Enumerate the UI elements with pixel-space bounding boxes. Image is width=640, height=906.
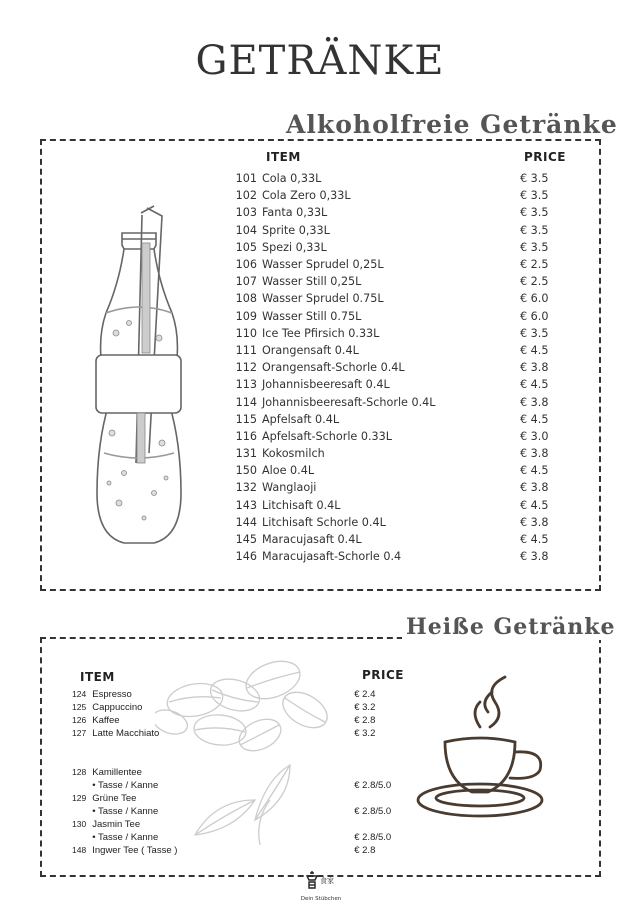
list-item <box>232 170 572 187</box>
item-num: 101 <box>235 172 257 186</box>
list-item <box>232 462 572 479</box>
item-name: Kamillentee <box>92 767 142 778</box>
item-num: 150 <box>235 464 257 478</box>
item-num: 126 <box>72 715 87 725</box>
item-name: Litchisaft 0.4L <box>262 498 341 512</box>
item-name: Cola 0,33L <box>262 172 322 186</box>
list-item <box>72 728 412 741</box>
item-name: Wasser Sprudel 0.75L <box>262 292 384 306</box>
item-price: € 2.4 <box>354 689 376 700</box>
item-name: Orangensaft-Schorle 0.4L <box>262 361 405 375</box>
item-name: Espresso <box>92 689 132 700</box>
item-name: Wasser Still 0.75L <box>262 309 362 323</box>
list-item <box>232 187 572 204</box>
item-price: € 3.5 <box>520 223 549 237</box>
item-price: € 3.5 <box>520 206 549 220</box>
item-name: • Tasse / Kanne <box>92 832 159 843</box>
item-num: 132 <box>235 481 257 495</box>
list-item <box>232 376 572 393</box>
item-price: € 3.5 <box>520 240 549 254</box>
list-item <box>72 780 412 793</box>
hot-item-header: ITEM <box>80 670 115 684</box>
item-name: Wasser Sprudel 0,25L <box>262 258 384 272</box>
item-name: Wasser Still 0,25L <box>262 275 362 289</box>
item-num: 127 <box>72 728 87 738</box>
list-item <box>232 411 572 428</box>
item-num: 116 <box>235 429 257 443</box>
item-price: € 2.5 <box>520 275 549 289</box>
hot-drinks-list <box>72 689 412 858</box>
item-name: Johannisbeeresaft-Schorle 0.4L <box>262 395 436 409</box>
item-price: € 3.8 <box>520 550 549 564</box>
list-item <box>232 359 572 376</box>
item-name: Grüne Tee <box>92 793 137 804</box>
item-name: Fanta 0,33L <box>262 206 328 220</box>
item-name: Jasmin Tee <box>92 819 141 830</box>
item-num: 102 <box>235 189 257 203</box>
item-num: 129 <box>72 793 87 803</box>
list-item <box>72 715 412 728</box>
item-num: 105 <box>235 240 257 254</box>
item-price: € 2.8/5.0 <box>354 832 392 843</box>
item-price: € 4.5 <box>520 533 549 547</box>
cold-item-header: ITEM <box>266 150 301 164</box>
item-name: Spezi 0,33L <box>262 240 327 254</box>
item-name: Latte Macchiato <box>92 728 160 739</box>
list-item <box>232 222 572 239</box>
list-item <box>232 548 572 565</box>
item-name: Aloe 0.4L <box>262 464 315 478</box>
steaming-coffee-cup-icon <box>410 672 570 832</box>
item-price: € 3.8 <box>520 361 549 375</box>
list-item <box>232 393 572 410</box>
item-num: 144 <box>235 515 257 529</box>
cold-price-header: PRICE <box>524 150 567 164</box>
item-num: 112 <box>235 361 257 375</box>
item-price: € 3.0 <box>520 429 549 443</box>
item-name: Maracujasaft-Schorle 0.4 <box>262 550 402 564</box>
list-item <box>72 767 412 780</box>
item-num: 128 <box>72 767 87 777</box>
item-price: € 4.5 <box>520 412 549 426</box>
list-item <box>72 806 412 819</box>
item-name: Orangensaft 0.4L <box>262 343 359 357</box>
item-num: 107 <box>235 275 257 289</box>
item-num: 115 <box>235 412 257 426</box>
list-item <box>232 273 572 290</box>
item-price: € 3.5 <box>520 189 549 203</box>
item-price: € 6.0 <box>520 309 549 323</box>
item-num: 143 <box>235 498 257 512</box>
list-item <box>232 204 572 221</box>
item-num: 108 <box>235 292 257 306</box>
item-name: • Tasse / Kanne <box>92 780 159 791</box>
item-price: € 3.8 <box>520 515 549 529</box>
item-price: € 3.8 <box>520 481 549 495</box>
item-price: € 2.5 <box>520 258 549 272</box>
item-num: 125 <box>72 702 87 712</box>
item-num: 106 <box>235 258 257 272</box>
list-item <box>232 445 572 462</box>
item-num: 148 <box>72 845 87 855</box>
item-name: Kokosmilch <box>262 447 325 461</box>
item-price: € 3.2 <box>354 702 376 713</box>
item-price: € 3.5 <box>520 326 549 340</box>
list-item <box>232 531 572 548</box>
item-price: € 3.2 <box>354 728 376 739</box>
item-price: € 3.8 <box>520 395 549 409</box>
item-name: Apfelsaft 0.4L <box>262 412 340 426</box>
item-num: 104 <box>235 223 257 237</box>
item-name: Wanglaoji <box>262 481 317 495</box>
item-name: Maracujasaft 0.4L <box>262 533 362 547</box>
item-num: 114 <box>235 395 257 409</box>
item-price: € 2.8/5.0 <box>354 806 392 817</box>
list-item <box>232 239 572 256</box>
restaurant-logo <box>300 870 342 902</box>
item-price: € 3.8 <box>520 447 549 461</box>
list-item <box>232 514 572 531</box>
item-price: € 4.5 <box>520 378 549 392</box>
item-num: 109 <box>235 309 257 323</box>
list-item <box>72 702 412 715</box>
item-price: € 2.8 <box>354 715 376 726</box>
item-price: € 4.5 <box>520 498 549 512</box>
item-name: Cappuccino <box>92 702 143 713</box>
item-name: Johannisbeeresaft 0.4L <box>262 378 390 392</box>
cold-drinks-list <box>232 170 572 565</box>
item-name: • Tasse / Kanne <box>92 806 159 817</box>
item-num: 110 <box>235 326 257 340</box>
item-price: € 2.8/5.0 <box>354 780 392 791</box>
page-title: GETRÄNKE <box>195 38 445 84</box>
list-item <box>72 793 412 806</box>
item-price: € 6.0 <box>520 292 549 306</box>
item-name: Apfelsaft-Schorle 0.33L <box>262 429 393 443</box>
list-item <box>232 497 572 514</box>
list-item <box>72 832 412 845</box>
soda-bottle-with-straw-icon <box>84 203 194 548</box>
item-num: 130 <box>72 819 87 829</box>
hot-price-header: PRICE <box>362 668 405 682</box>
item-num: 146 <box>235 550 257 564</box>
item-num: 103 <box>235 206 257 220</box>
logo-chinese: 食家 <box>320 877 334 885</box>
item-num: 131 <box>235 447 257 461</box>
list-item <box>72 819 412 832</box>
list-item <box>232 256 572 273</box>
item-num: 145 <box>235 533 257 547</box>
hot-section-title: Heiße Getränke <box>402 614 620 640</box>
list-item <box>72 689 412 702</box>
list-item <box>232 325 572 342</box>
item-name: Ingwer Tee ( Tasse ) <box>92 845 178 856</box>
item-price: € 4.5 <box>520 343 549 357</box>
list-item <box>232 290 572 307</box>
item-num: 111 <box>235 343 257 357</box>
list-item <box>232 342 572 359</box>
list-item <box>72 845 412 858</box>
item-num: 113 <box>235 378 257 392</box>
item-name: Cola Zero 0,33L <box>262 189 351 203</box>
item-name: Ice Tee Pfirsich 0.33L <box>262 326 380 340</box>
item-name: Litchisaft Schorle 0.4L <box>262 515 386 529</box>
list-item <box>232 308 572 325</box>
logo-text: Dein Stübchen <box>300 896 342 902</box>
list-item <box>232 479 572 496</box>
item-name: Sprite 0,33L <box>262 223 330 237</box>
chef-logo-icon <box>304 870 338 890</box>
item-num: 124 <box>72 689 87 699</box>
cold-section-title: Alkoholfreie Getränke <box>282 110 622 139</box>
list-item <box>232 428 572 445</box>
item-price: € 2.8 <box>354 845 376 856</box>
item-name: Kaffee <box>92 715 120 726</box>
item-price: € 3.5 <box>520 172 549 186</box>
item-price: € 4.5 <box>520 464 549 478</box>
